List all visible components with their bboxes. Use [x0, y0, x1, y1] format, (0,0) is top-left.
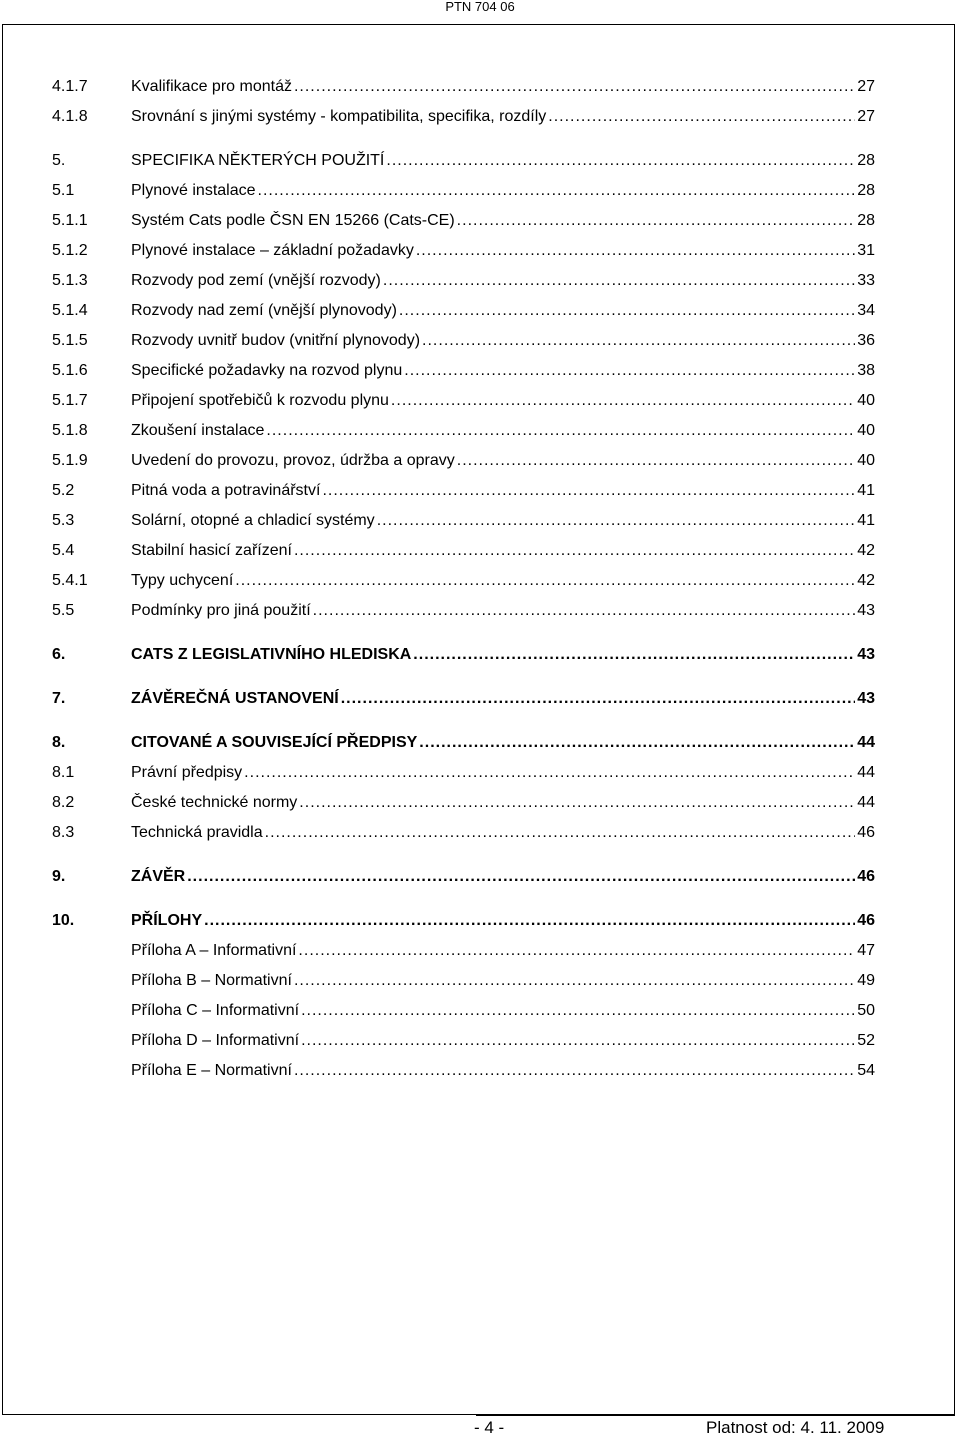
- toc-entry-number: 5.1.4: [52, 302, 88, 319]
- footer-page-number: - 4 -: [474, 1418, 505, 1437]
- toc-entry-page: 40: [857, 422, 875, 439]
- toc-entry-page: 28: [857, 212, 875, 229]
- toc-dot-leader: [399, 296, 855, 326]
- toc-dot-leader: [377, 506, 856, 536]
- toc-entry-page: 44: [857, 764, 875, 781]
- toc-entry-number: 7.: [52, 690, 66, 707]
- toc-dot-leader: [294, 536, 855, 566]
- toc-entry-title: Typy uchycení: [131, 572, 234, 589]
- toc-dot-leader: [204, 906, 855, 936]
- toc-entry[interactable]: [52, 296, 875, 326]
- toc-entry-title: Připojení spotřebičů k rozvodu plynu: [131, 392, 389, 409]
- running-header: PTN 704 06: [445, 0, 515, 14]
- toc-entry[interactable]: [52, 670, 875, 714]
- toc-entry-page: 46: [857, 868, 875, 885]
- toc-entry-number: 8.1: [52, 764, 75, 781]
- toc-entry[interactable]: [52, 176, 875, 206]
- toc-entry-title: Zkoušení instalace: [131, 422, 265, 439]
- toc-entry-title: Plynové instalace – základní požadavky: [131, 242, 414, 259]
- toc-dot-leader: [413, 640, 855, 670]
- toc-entry-page: 54: [857, 1062, 875, 1079]
- toc-dot-leader: [301, 996, 855, 1026]
- toc-entry-title: SPECIFIKA NĚKTERÝCH POUŽITÍ: [131, 152, 385, 169]
- toc-entry-page: 28: [857, 152, 875, 169]
- toc-entry-title: CITOVANÉ A SOUVISEJÍCÍ PŘEDPISY: [131, 734, 418, 751]
- toc-dot-leader: [299, 788, 855, 818]
- toc-entry-page: 47: [857, 942, 875, 959]
- toc-entry-number: 8.2: [52, 794, 75, 811]
- toc-entry[interactable]: [52, 996, 875, 1026]
- toc-entry[interactable]: [52, 72, 875, 102]
- toc-entry[interactable]: [52, 102, 875, 132]
- toc-entry-number: 5.4: [52, 542, 75, 559]
- toc-dot-leader: [419, 728, 855, 758]
- toc-dot-leader: [313, 596, 856, 626]
- toc-dot-leader: [383, 266, 855, 296]
- toc-entry-page: 33: [857, 272, 875, 289]
- toc-dot-leader: [404, 356, 855, 386]
- toc-entry-number: 6.: [52, 646, 66, 663]
- toc-entry-title: Rozvody pod zemí (vnější rozvody): [131, 272, 381, 289]
- toc-entry-title: Uvedení do provozu, provoz, údržba a opravy: [131, 452, 455, 469]
- toc-entry-page: 44: [857, 794, 875, 811]
- toc-entry-title: Příloha B – Normativní: [131, 972, 292, 989]
- toc-entry-title: Pitná voda a potravinářství: [131, 482, 321, 499]
- toc-dot-leader: [548, 102, 855, 132]
- toc-entry-number: 5.1.7: [52, 392, 88, 409]
- toc-entry-title: Plynové instalace: [131, 182, 256, 199]
- toc-entry-title: PŘÍLOHY: [131, 912, 203, 929]
- toc-entry[interactable]: [52, 386, 875, 416]
- toc-entry-page: 43: [857, 646, 875, 663]
- toc-entry-number: 5.1.9: [52, 452, 88, 469]
- toc-entry[interactable]: [52, 266, 875, 296]
- toc-entry-number: 8.3: [52, 824, 75, 841]
- toc-entry[interactable]: [52, 236, 875, 266]
- toc-entry-title: Kvalifikace pro montáž: [131, 78, 292, 95]
- toc-dot-leader: [266, 416, 855, 446]
- toc-dot-leader: [322, 476, 855, 506]
- toc-entry-number: 9.: [52, 868, 66, 885]
- toc-entry-number: 5.1.2: [52, 242, 88, 259]
- toc-dot-leader: [235, 566, 855, 596]
- toc-entry[interactable]: [52, 476, 875, 506]
- toc-entry[interactable]: [52, 506, 875, 536]
- toc-entry-number: 5.5: [52, 602, 75, 619]
- toc-entry-title: ZÁVĚREČNÁ USTANOVENÍ: [131, 690, 339, 707]
- toc-dot-leader: [416, 236, 855, 266]
- toc-dot-leader: [422, 326, 855, 356]
- toc-entry-title: Technická pravidla: [131, 824, 263, 841]
- toc-entry-page: 41: [857, 512, 875, 529]
- toc-entry-page: 42: [857, 542, 875, 559]
- toc-entry-title: Podmínky pro jiná použití: [131, 602, 311, 619]
- toc-entry-title: Příloha C – Informativní: [131, 1002, 300, 1019]
- toc-entry-number: 5.1.8: [52, 422, 88, 439]
- toc-entry[interactable]: [52, 714, 875, 758]
- toc-entry-title: České technické normy: [131, 794, 298, 811]
- toc-entry-page: 34: [857, 302, 875, 319]
- toc-dot-leader: [294, 966, 855, 996]
- toc-entry-title: Příloha E – Normativní: [131, 1062, 292, 1079]
- toc-entry-number: 4.1.7: [52, 78, 88, 95]
- toc-entry[interactable]: [52, 626, 875, 670]
- footer-validity-date: Platnost od: 4. 11. 2009: [706, 1418, 885, 1437]
- toc-entry[interactable]: [52, 818, 875, 848]
- toc-entry-page: 49: [857, 972, 875, 989]
- toc-entry-title: Příloha D – Informativní: [131, 1032, 300, 1049]
- toc-dot-leader: [244, 758, 855, 788]
- toc-entry[interactable]: [52, 758, 875, 788]
- toc-entry-page: 38: [857, 362, 875, 379]
- toc-entry-title: Srovnání s jinými systémy - kompatibilita, specifika, rozdíly: [131, 108, 547, 125]
- toc-entry[interactable]: [52, 206, 875, 236]
- toc-entry-page: 27: [857, 78, 875, 95]
- toc-entry[interactable]: [52, 848, 875, 892]
- toc-entry-number: 5.2: [52, 482, 75, 499]
- toc-entry[interactable]: [52, 416, 875, 446]
- toc-entry-title: CATS Z LEGISLATIVNÍHO HLEDISKA: [131, 646, 412, 663]
- toc-dot-leader: [294, 72, 855, 102]
- toc-entry[interactable]: [52, 1056, 875, 1086]
- toc-entry-page: 36: [857, 332, 875, 349]
- toc-dot-leader: [386, 146, 855, 176]
- toc-entry-number: 10.: [52, 912, 75, 929]
- toc-entry[interactable]: [52, 936, 875, 966]
- toc-entry-number: 5.1.5: [52, 332, 88, 349]
- toc-entry[interactable]: [52, 566, 875, 596]
- toc-entry[interactable]: [52, 1026, 875, 1056]
- footer-rule: [476, 1415, 955, 1416]
- toc-entry-number: 8.: [52, 734, 66, 751]
- toc-entry[interactable]: [52, 788, 875, 818]
- toc-entry-number: 5.: [52, 152, 66, 169]
- toc-entry-page: 52: [857, 1032, 875, 1049]
- toc-dot-leader: [457, 206, 856, 236]
- toc-entry-number: 5.4.1: [52, 572, 88, 589]
- toc-dot-leader: [294, 1056, 855, 1086]
- toc-entry[interactable]: [52, 596, 875, 626]
- toc-entry-page: 41: [857, 482, 875, 499]
- toc-entry-page: 46: [857, 824, 875, 841]
- toc-entry-page: 28: [857, 182, 875, 199]
- toc-dot-leader: [265, 818, 856, 848]
- toc-entry-page: 44: [857, 734, 875, 751]
- toc-entry[interactable]: [52, 536, 875, 566]
- toc-entry-title: Rozvody uvnitř budov (vnitřní plynovody): [131, 332, 421, 349]
- toc-entry-page: 40: [857, 452, 875, 469]
- toc-entry-title: Stabilní hasicí zařízení: [131, 542, 292, 559]
- toc-dot-leader: [457, 446, 855, 476]
- toc-entry-number: 5.1: [52, 182, 75, 199]
- toc-entry-page: 42: [857, 572, 875, 589]
- toc-entry-page: 40: [857, 392, 875, 409]
- toc-entry-number: 5.1.3: [52, 272, 88, 289]
- toc-entry-page: 50: [857, 1002, 875, 1019]
- toc-entry-number: 5.1.6: [52, 362, 88, 379]
- toc-entry-title: Příloha A – Informativní: [131, 942, 297, 959]
- toc-entry-page: 43: [857, 602, 875, 619]
- toc-entry[interactable]: [52, 892, 875, 936]
- toc-entry-number: 4.1.8: [52, 108, 88, 125]
- toc-entry-number: 5.1.1: [52, 212, 88, 229]
- toc-entry-title: Solární, otopné a chladicí systémy: [131, 512, 375, 529]
- toc-entry[interactable]: [52, 326, 875, 356]
- toc-entry-title: Právní předpisy: [131, 764, 243, 781]
- toc-dot-leader: [341, 684, 855, 714]
- toc-entry-number: 5.3: [52, 512, 75, 529]
- toc-entry-title: Rozvody nad zemí (vnější plynovody): [131, 302, 397, 319]
- toc-dot-leader: [187, 862, 855, 892]
- toc-entry-title: Specifické požadavky na rozvod plynu: [131, 362, 403, 379]
- toc-entry[interactable]: [52, 966, 875, 996]
- toc-dot-leader: [298, 936, 855, 966]
- toc-entry-page: 27: [857, 108, 875, 125]
- toc-entry[interactable]: [52, 446, 875, 476]
- toc-dot-leader: [258, 176, 856, 206]
- toc-entry-page: 43: [857, 690, 875, 707]
- toc-entry[interactable]: [52, 356, 875, 386]
- toc-dot-leader: [391, 386, 855, 416]
- toc-entry-page: 46: [857, 912, 875, 929]
- table-of-contents: [52, 72, 875, 1086]
- toc-entry[interactable]: [52, 132, 875, 176]
- toc-entry-title: ZÁVĚR: [131, 868, 186, 885]
- toc-entry-page: 31: [857, 242, 875, 259]
- toc-entry-title: Systém Cats podle ČSN EN 15266 (Cats-CE): [131, 212, 455, 229]
- toc-dot-leader: [301, 1026, 855, 1056]
